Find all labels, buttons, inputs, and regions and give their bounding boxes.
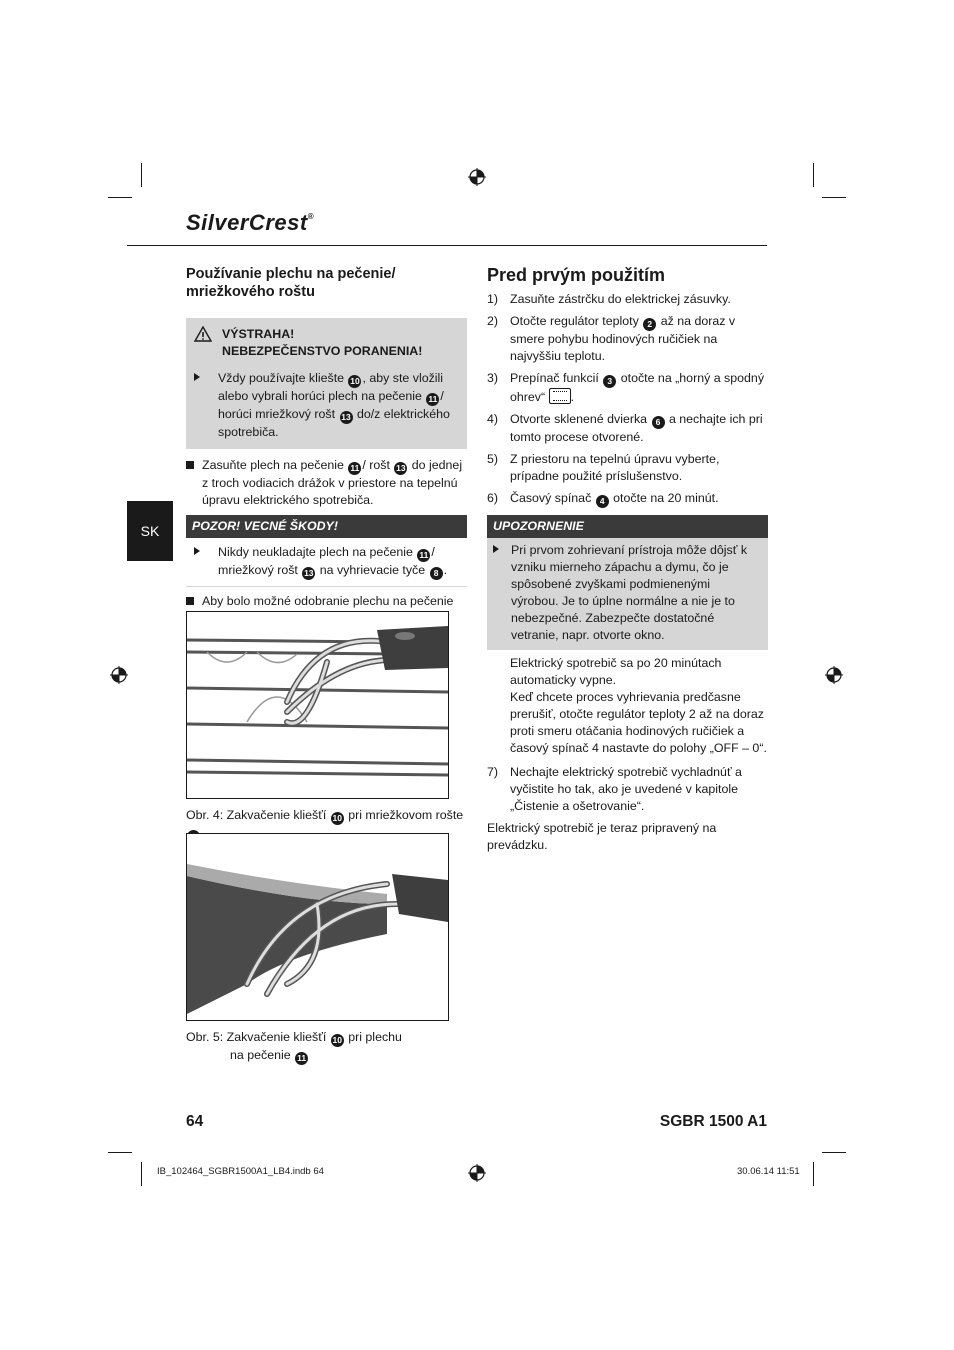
ref-number: 11 — [428, 394, 438, 404]
print-slug: IB_102464_SGBR1500A1_LB4.indb 64 — [157, 1166, 324, 1177]
damage-bullet: Nikdy neukladajte plech na pečenie 11 / mriežkový rošt 13 na vyhrievacie tyče 8 . — [186, 544, 467, 580]
ref-number: 3 — [603, 375, 616, 388]
warning-subtitle: NEBEZPEČENSTVO PORANENIA! — [222, 344, 423, 358]
warning-triangle-icon — [194, 326, 212, 342]
crop-mark — [141, 163, 142, 187]
baking-tray-tongs-drawing — [187, 834, 448, 1020]
note-box — [487, 538, 768, 650]
crop-mark — [813, 1162, 814, 1186]
ref-number: 13 — [304, 568, 314, 578]
ref-number: 10 — [332, 1035, 342, 1045]
note-bullet: Pri prvom zohrievaní prístroja môže dôjsť k vzniku mierneho zápachu a dymu, čo je spôsobené zvyškami podmienenými výrobou. Je to úplne normálne a nie je to nebezpečné. Zabezpečte dostatočné vetranie, napr. otvorte okno. — [493, 542, 760, 644]
paragraph: Elektrický spotrebič je teraz pripravený na prevádzku. — [487, 821, 717, 852]
crop-mark — [108, 197, 132, 198]
paragraph: Elektrický spotrebič sa po 20 minútach automaticky vypne. — [510, 656, 722, 687]
model-name: SGBR 1500 A1 — [659, 1113, 767, 1130]
page-number: 64 — [186, 1113, 204, 1130]
figure-4-caption: Obr. 4: Zakvačenie kliešťí 10 pri mriežkovom rošte — [186, 807, 476, 843]
language-tab: SK — [127, 501, 173, 561]
top-bottom-heat-icon — [549, 388, 571, 404]
list-item: 6) Časový spínač 4 otočte na 20 minút. — [487, 491, 719, 506]
ref-number: 13 — [396, 463, 406, 473]
ref-number: 11 — [419, 550, 429, 560]
ref-number: 10 — [350, 376, 360, 386]
ref-number: 11 — [297, 1053, 307, 1063]
registration-mark-icon — [468, 168, 486, 186]
registration-mark-icon — [825, 666, 843, 684]
paragraph: Keď chcete proces vyhrievania predčasne prerušiť, otočte regulátor teploty 2 až na doraz proti smeru otáčania hodinových ručičiek a časový spínač 4 nastavte do polohy „OFF – 0“. — [510, 690, 767, 755]
list-item: 5) Z priestoru na tepelnú úpravu vyberte, prípadne použité príslušenstvo. — [487, 452, 720, 483]
warning-box — [186, 318, 467, 449]
warning-bullet: Vždy používajte kliešte 10 , aby ste vložili alebo vybrali horúci plech na pečenie 11 / horúci mriežkový rošt 13 do/z elektrického spotrebiča. — [194, 370, 459, 441]
ref-number: 4 — [596, 495, 609, 508]
figure-4-illustration — [186, 611, 449, 799]
grill-rack-tongs-drawing — [187, 612, 448, 798]
damage-warning-bar: POZOR! VECNÉ ŠKODY! — [186, 515, 467, 538]
arrow-bullet-icon — [194, 547, 200, 555]
square-bullet-icon — [186, 461, 194, 469]
steps-list — [487, 291, 768, 508]
warning-title: VÝSTRAHA! — [222, 327, 295, 341]
ref-number: 6 — [652, 416, 665, 429]
crop-mark — [822, 1152, 846, 1153]
brand-logo-text: SilverCrest — [186, 210, 308, 235]
crop-mark — [141, 1162, 142, 1186]
ref-number: 8 — [430, 567, 443, 580]
registration-mark-icon — [468, 1164, 486, 1182]
arrow-bullet-icon — [194, 373, 200, 381]
list-item: 2) Otočte regulátor teploty 2 až na doraz v smere pohybu hodinových ručičiek na najvyššiu teplotu. — [487, 314, 736, 363]
crop-mark — [108, 1152, 132, 1153]
right-column — [487, 264, 768, 854]
instruction-step: Zasuňte plech na pečenie 11 / rošt 13 do jednej z troch vodiacich drážok v priestore na tepelnú úpravu elektrického spotrebiča. — [186, 457, 467, 509]
figure-5-illustration — [186, 833, 449, 1021]
section-heading: Používanie plechu na pečenie/ mriežkového roštu — [186, 266, 396, 300]
ref-number: 10 — [332, 813, 342, 823]
ref-number: 11 — [350, 463, 360, 473]
figure-5-caption: Obr. 5: Zakvačenie kliešťí 10 pri plechu na pečenie 11 — [186, 1030, 402, 1063]
brand-logo: SilverCrest® — [186, 210, 315, 235]
crop-mark — [822, 197, 846, 198]
list-item: 1) Zasuňte zástrčku do elektrickej zásuvky. — [487, 292, 731, 306]
section-heading: Pred prvým použitím — [487, 265, 666, 285]
note-bar: UPOZORNENIE — [487, 515, 768, 538]
list-item: 7) Nechajte elektrický spotrebič vychladnúť a vyčistite ho tak, ako je uvedené v kapitole „Čistenie a ošetrovanie“. — [487, 765, 742, 813]
ref-number: 13 — [341, 412, 351, 422]
registration-mark-icon — [110, 666, 128, 684]
list-item: 4) Otvorte sklenené dvierka 6 a nechajte ich pri tomto procese otvorené. — [487, 412, 763, 444]
header-rule — [127, 245, 767, 246]
crop-mark — [813, 163, 814, 187]
print-date: 30.06.14 11:51 — [737, 1166, 800, 1177]
left-column — [186, 265, 467, 646]
instruction-step: Aby bolo možné odobranie plechu na pečenie — [186, 593, 467, 646]
square-bullet-icon — [186, 597, 194, 605]
arrow-bullet-icon — [493, 545, 499, 553]
ref-number: 2 — [643, 318, 656, 331]
list-item: 3) Prepínač funkcií 3 otočte na „horný a spodný ohrev“ . — [487, 371, 765, 404]
